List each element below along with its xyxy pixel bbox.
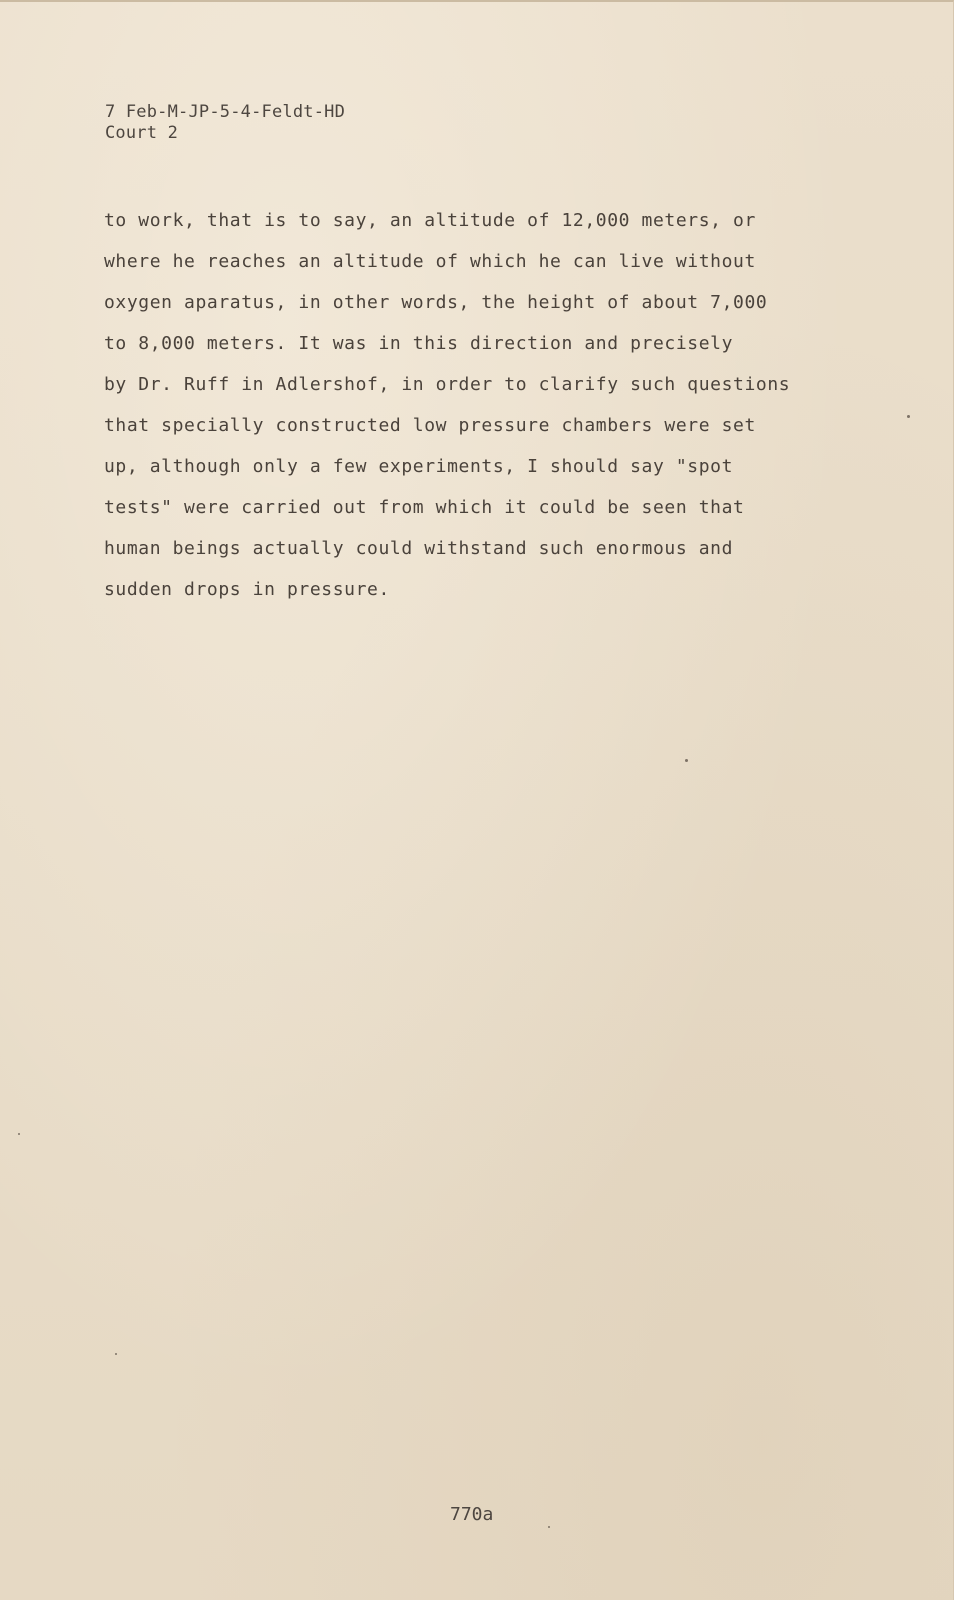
body-line: by Dr. Ruff in Adlershof, in order to clarify such questions (104, 374, 791, 395)
body-line: sudden drops in pressure. (104, 579, 390, 600)
body-line: to work, that is to say, an altitude of 12,000 meters, or (104, 210, 756, 231)
body-line: to 8,000 meters. It was in this direction and precisely (104, 333, 734, 354)
document-header (105, 102, 345, 144)
paper-speck (115, 1353, 117, 1355)
header-reference: 7 Feb-M-JP-5-4-Feldt-HD (105, 102, 346, 122)
body-line: tests" were carried out from which it could be seen that (104, 497, 745, 518)
paper-speck (907, 415, 910, 418)
paper-speck (685, 759, 688, 762)
transcript-body (104, 200, 864, 610)
body-line: up, although only a few experiments, I should say "spot (104, 456, 734, 477)
body-line: that specially constructed low pressure chambers were set (104, 415, 756, 436)
header-court: Court 2 (105, 123, 179, 143)
paper-speck (18, 1133, 20, 1135)
page-number: 770a (450, 1504, 494, 1525)
paper-speck (548, 1526, 550, 1528)
body-line: human beings actually could withstand such enormous and (104, 538, 734, 559)
body-line: oxygen aparatus, in other words, the height of about 7,000 (104, 292, 768, 313)
body-line: where he reaches an altitude of which he can live without (104, 251, 756, 272)
